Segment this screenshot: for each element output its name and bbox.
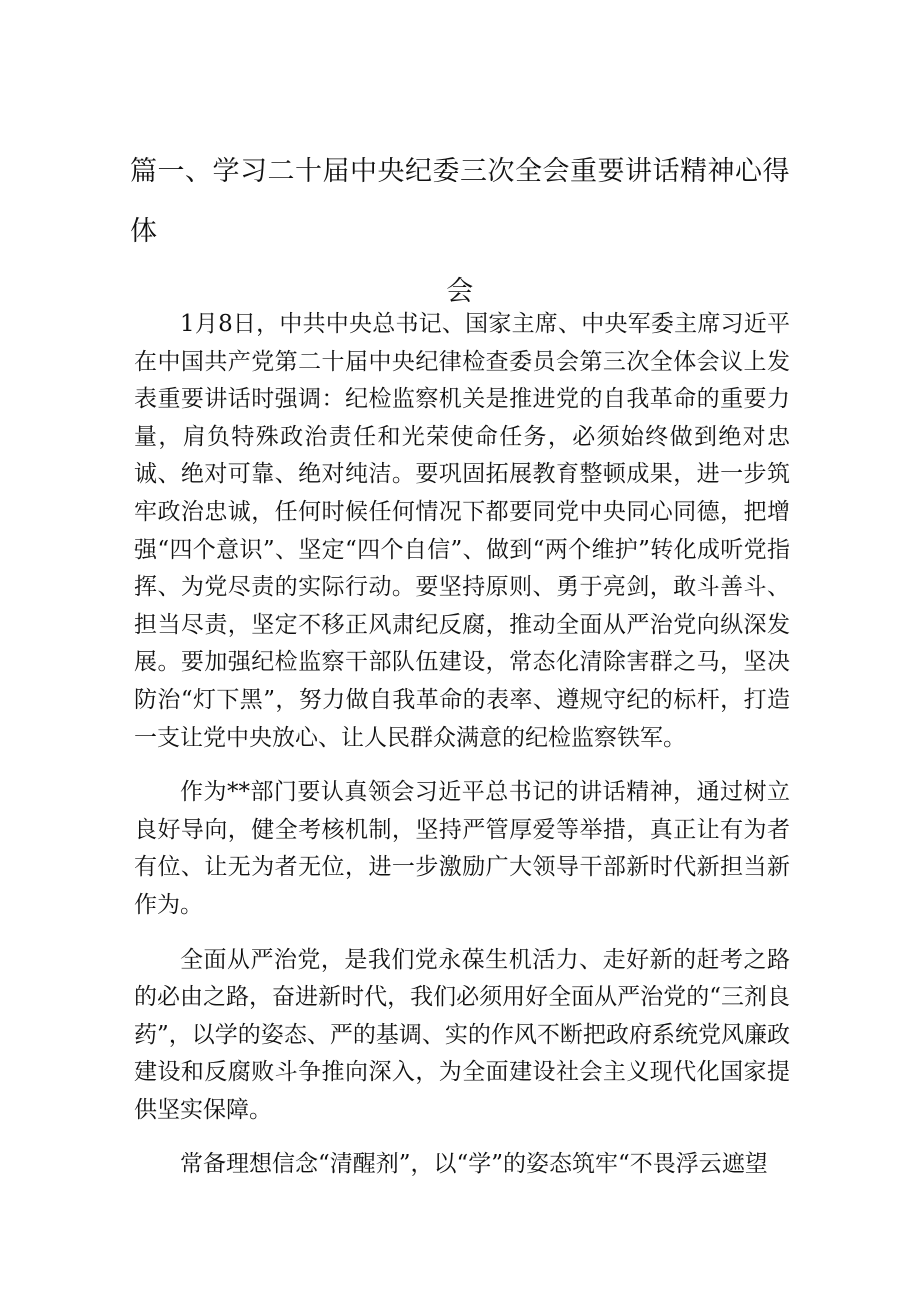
title-line-1: 篇一、学习二十届中央纪委三次全会重要讲话精神心得体 [130, 156, 790, 247]
document-body [134, 306, 790, 1201]
paragraph-1: 1月8日，中共中央总书记、国家主席、中央军委主席习近平在中国共产党第二十届中央纪律检查委员会第三次全体会议上发表重要讲话时强调：纪检监察机关是推进党的自我革命的重要力量，肩负特殊政治责任和光荣使命任务，必须始终做到绝对忠诚、绝对可靠、绝对纯洁。要巩固拓展教育整顿成果，进一步筑牢政治忠诚，任何时候任何情况下都要同党中央同心同德，把增强“四个意识”、坚定“四个自信”、做到“两个维护”转化成听党指挥、为党尽责的实际行动。要坚持原则、勇于亮剑，敢斗善斗、担当尽责，坚定不移正风肃纪反腐，推动全面从严治党向纵深发展。要加强纪检监察干部队伍建设，常态化清除害群之马，坚决防治“灯下黑”，努力做自我革命的表率、遵规守纪的标杆，打造一支让党中央放心、让人民群众满意的纪检监察铁军。 [134, 311, 790, 751]
paragraph-2: 作为**部门要认真领会习近平总书记的讲话精神，通过树立良好导向，健全考核机制，坚持严管厚爱等举措，真正让有为者有位、让无为者无位，进一步激励广大领导干部新时代新担当新作为。 [134, 779, 790, 918]
paragraph-3: 全面从严治党，是我们党永葆生机活力、走好新的赶考之路的必由之路，奋进新时代，我们必须用好全面从严治党的“三剂良药”，以学的姿态、严的基调、实的作风不断把政府系统党风廉政建设和反腐败斗争推向深入，为全面建设社会主义现代化国家提供坚实保障。 [134, 946, 790, 1123]
paragraph-4: 常备理想信念“清醒剂”，以“学”的姿态筑牢“不畏浮云遮望 [180, 1151, 768, 1178]
document-title [130, 142, 790, 322]
title-line-2: 会 [446, 276, 474, 307]
